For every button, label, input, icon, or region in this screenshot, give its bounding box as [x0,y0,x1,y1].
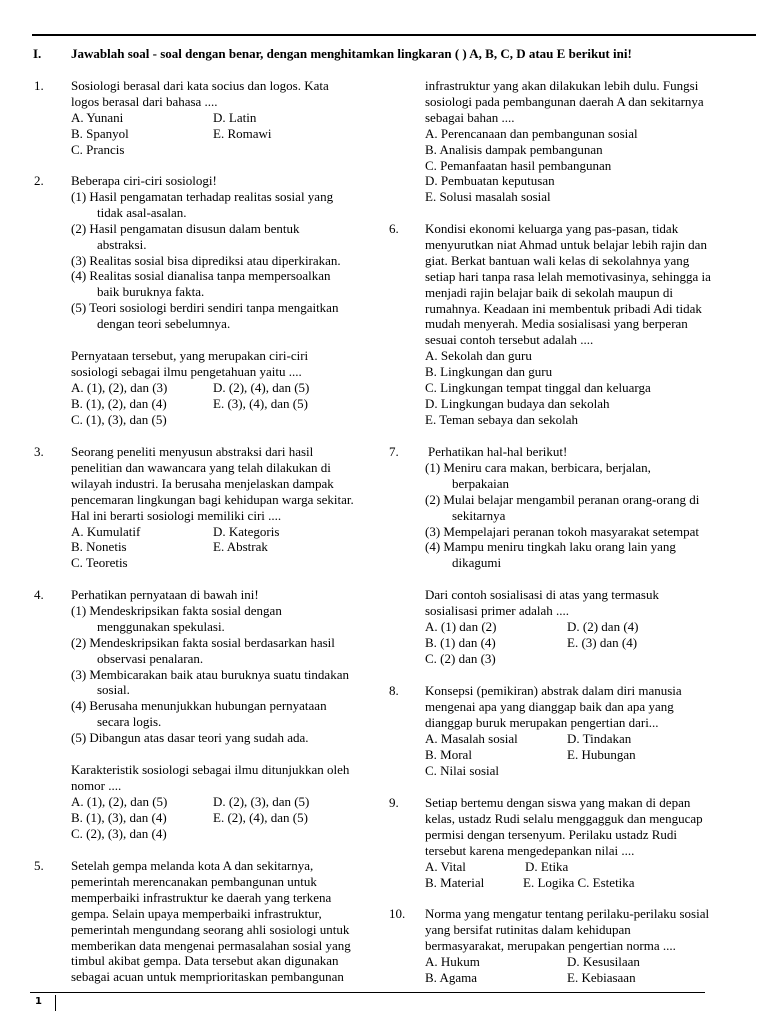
question-text-line: yang bersifat rutinitas dalam kehidupan [425,921,631,937]
question-text-line: penelitian dan wawancara yang telah dilakukan di [71,459,331,475]
question-text-line: A. Vital [425,858,466,874]
question-text-line: (5) Dibangun atas dasar teori yang sudah ada. [71,730,309,746]
answer-option: D. Kategoris [213,523,280,539]
question-text-line: A. Hukum [425,953,480,969]
question-text-line: E. Teman sebaya dan sekolah [425,411,578,427]
question-number: 10. [389,906,406,921]
question-text-line: bermasyarakat, merupakan pengertian norma .... [425,937,676,953]
question-text-line: E. Solusi masalah sosial [425,189,551,205]
question-text-line: Konsepsi (pemikiran) abstrak dalam diri manusia [425,683,682,698]
question-number: 6. [389,221,399,236]
question-text-line: dikagumi [452,555,502,571]
question-text-line: nomor .... [71,777,122,793]
question-text-line: logos berasal dari bahasa .... [71,93,218,109]
question-text-line: sesuai contoh tersebut adalah .... [425,332,594,348]
answer-option: D. (2), (4), dan (5) [213,379,310,395]
section-number: I. [33,46,42,61]
answer-option: E. (2), (4), dan (5) [213,809,308,825]
question-text-line: B. Material [425,874,485,890]
question-text-line: memberikan data mengenai permasalahan sosial yang [71,937,351,953]
question-text-line: B. Agama [425,969,477,985]
question-text-line: infrastruktur yang akan dilakukan lebih dulu. Fungsi [425,78,699,93]
question-text-line: rumahnya. Keadaan ini membentuk pribadi Adi tidak [425,300,702,316]
answer-option: E. Logika C. Estetika [523,874,635,890]
question-text-line: D. Lingkungan budaya dan sekolah [425,395,610,411]
answer-option: D. Latin [213,109,257,125]
answer-option: D. Etika [525,858,569,874]
question-text-line: berpakaian [452,475,510,491]
question-text-line: kelas, ustadz Rudi selalu menggagguk dan mengucap [425,810,703,826]
question-text-line: A. (1) dan (2) [425,618,497,634]
question-text-line: A. (1), (2), dan (5) [71,793,168,809]
question-text-line: (2) Mendeskripsikan fakta sosial berdasarkan hasil [71,634,335,650]
footer-divider [55,995,56,1011]
question-text-line: Perhatikan hal-hal berikut! [428,444,568,459]
question-text-line: (3) Mempelajari peranan tokoh masyarakat setempat [425,523,699,539]
question-text-line: timbul akibat gempa. Data tersebut akan digunakan [71,953,339,969]
question-text-line: Pernyataan tersebut, yang merupakan ciri-ciri [71,347,309,363]
question-text-line: pemerintah merencanakan pembangunan untuk [71,873,317,889]
answer-option: E. (3) dan (4) [567,634,638,650]
answer-option: E. Hubungan [567,746,636,762]
question-text-line: sosiologi sebagai ilmu pengetahuan yaitu .... [71,363,302,379]
question-text-line: sosialisasi primer adalah .... [425,603,570,618]
answer-option: E. Kebiasaan [567,969,636,985]
question-number: 4. [34,587,44,602]
question-text-line: C. (2), (3), dan (4) [71,825,167,841]
question-number: 2. [34,173,44,188]
question-text-line: C. Prancis [71,141,125,157]
question-text-line: Norma yang mengatur tentang perilaku-perilaku sosial [425,906,710,921]
question-text-line: memperbaiki infrastruktur ke daerah yang terkena [71,889,332,905]
question-text-line: Kondisi ekonomi keluarga yang pas-pasan, tidak [425,221,679,236]
section-instruction: Jawablah soal - soal dengan benar, dengan menghitamkan lingkaran ( ) A, B, C, D atau E berikut ini! [71,46,632,61]
question-text-line: (1) Mendeskripsikan fakta sosial dengan [71,602,282,618]
question-text-line: D. Pembuatan keputusan [425,173,555,189]
question-text-line: (3) Realitas sosial bisa diprediksi atau diperkirakan. [71,252,341,268]
question-number: 7. [389,444,399,459]
question-text-line: (5) Teori sosiologi berdiri sendiri tanpa mengaitkan [71,300,339,316]
answer-option: D. Tindakan [567,730,632,746]
question-text-line: C. Nilai sosial [425,762,500,778]
question-text-line: mengenai apa yang dianggap baik dan apa yang [425,698,674,714]
question-text-line: setiap hari tanpa rasa lelah memotivasinya, sehingga ia [425,268,711,284]
question-text-line: dianggap buruk merupakan pengertian dari... [425,714,659,730]
question-text-line: Seorang peneliti menyusun abstraksi dari hasil [71,444,314,459]
question-text-line: A. (1), (2), dan (3) [71,379,168,395]
answer-option: D. (2), (3), dan (5) [213,793,310,809]
question-text-line: (1) Hasil pengamatan terhadap realitas sosial yang [71,188,334,204]
question-text-line: Perhatikan pernyataan di bawah ini! [71,587,259,602]
question-text-line: secara logis. [97,714,162,730]
question-text-line: (1) Meniru cara makan, berbicara, berjalan, [425,459,651,475]
question-text-line: menjadi rajin belajar baik di sekolah maupun di [425,284,674,300]
footer-rule [30,992,705,993]
question-text-line: pencemaran lingkungan bagi kehidupan warga sekitar. [71,491,354,507]
question-text-line: tersebut karena mengedepankan nilai .... [425,842,635,858]
question-text-line: dengan teori sebelumnya. [97,316,231,332]
question-text-line: menggunakan spekulasi. [97,618,225,634]
question-text-line: A. Yunani [71,109,124,125]
question-text-line: (4) Mampu meniru tingkah laku orang lain yang [425,539,676,555]
question-text-line: (4) Berusaha menunjukkan hubungan pernyataan [71,698,327,714]
question-text-line: menyurutkan niat Ahmad untuk belajar lebih rajin dan [425,236,707,252]
question-text-line: Setelah gempa melanda kota A dan sekitarnya, [71,858,314,873]
question-text-line: (3) Membicarakan baik atau buruknya suatu tindakan [71,666,349,682]
question-text-line: B. Moral [425,746,472,762]
question-text-line: observasi penalaran. [97,650,204,666]
question-text-line: C. Lingkungan tempat tinggal dan keluarga [425,380,651,395]
question-text-line: Hal ini berarti sosiologi memiliki ciri .... [71,507,282,523]
question-text-line: wilayah industri. Ia berusaha menjelaskan dampak [71,475,334,491]
question-text-line: B. Spanyol [71,125,129,141]
question-text-line: A. Kumulatif [71,523,141,539]
question-text-line: Sosiologi berasal dari kata socius dan logos. Kata [71,78,329,93]
question-text-line: (2) Hasil pengamatan disusun dalam bentuk [71,220,300,236]
question-text-line: (2) Mulai belajar mengambil peranan orang-orang di [425,491,700,507]
question-text-line: baik buruknya fakta. [97,284,205,300]
question-text-line: sosial. [97,682,130,698]
answer-option: E. Abstrak [213,539,268,555]
question-number: 5. [34,858,44,873]
question-text-line: A. Masalah sosial [425,730,518,746]
question-text-line: pemerintah mengundang seorang ahli sosiologi untuk [71,921,350,937]
question-text-line: B. Nonetis [71,539,127,555]
question-text-line: B. (1), (2), dan (4) [71,395,167,411]
question-text-line: permisi dengan tersenyum. Perilaku ustadz Rudi [425,826,678,842]
question-number: 8. [389,683,399,698]
question-number: 1. [34,78,44,93]
question-text-line: A. Perencanaan dan pembangunan sosial [425,125,638,141]
question-text-line: Dari contoh sosialisasi di atas yang termasuk [425,587,659,603]
page-number: 1 [35,996,42,1007]
question-text-line: B. (1), (3), dan (4) [71,809,167,825]
question-text-line: C. (2) dan (3) [425,650,496,666]
question-text-line: Beberapa ciri-ciri sosiologi! [71,173,217,188]
question-text-line: sekitarnya [452,507,506,523]
question-text-line: sebagai bahan .... [425,109,515,125]
top-rule [32,34,756,36]
question-number: 9. [389,795,399,810]
question-text-line: B. Analisis dampak pembangunan [425,141,603,157]
question-text-line: Karakteristik sosiologi sebagai ilmu ditunjukkan oleh [71,761,350,777]
question-text-line: abstraksi. [97,236,147,252]
question-text-line: gempa. Selain upaya memperbaiki infrastruktur, [71,905,322,921]
question-text-line: C. Teoretis [71,555,128,571]
question-number: 3. [34,444,44,459]
answer-option: D. (2) dan (4) [567,618,639,634]
answer-option: D. Kesusilaan [567,953,640,969]
answer-option: E. Romawi [213,125,272,141]
question-text-line: C. Pemanfaatan hasil pembangunan [425,157,612,173]
question-text-line: sebagai acuan untuk memprioritaskan pembangunan [71,969,344,985]
question-text-line: B. Lingkungan dan guru [425,364,553,380]
question-text-line: C. (1), (3), dan (5) [71,411,167,427]
answer-option: E. (3), (4), dan (5) [213,395,308,411]
question-text-line: (4) Realitas sosial dianalisa tanpa mempersoalkan [71,268,331,284]
question-text-line: giat. Berkat bantuan wali kelas di sekolahnya yang [425,252,690,268]
question-text-line: Setiap bertemu dengan siswa yang makan di depan [425,795,691,810]
question-text-line: A. Sekolah dan guru [425,348,532,364]
question-text-line: mudah menyerah. Media sosialisasi yang berperan [425,316,688,332]
question-text-line: tidak asal-asalan. [97,204,187,220]
question-text-line: sosiologi pada pembangunan daerah A dan sekitarnya [425,93,704,109]
question-text-line: B. (1) dan (4) [425,634,496,650]
